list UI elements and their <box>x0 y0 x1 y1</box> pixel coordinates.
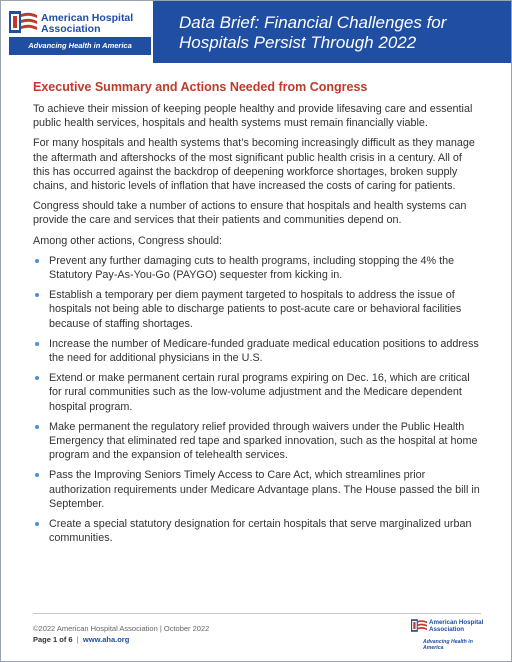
actions-list <box>33 254 481 546</box>
footer-logo-name-line2: Association <box>429 626 465 633</box>
aha-logo <box>1 1 153 63</box>
footer-aha-logo <box>409 617 489 651</box>
page-number: Page 1 of 6 <box>33 635 73 644</box>
bullet-icon <box>35 473 39 477</box>
paragraph: Among other actions, Congress should: <box>33 234 223 247</box>
list-item <box>33 337 481 365</box>
bullet-icon <box>35 293 39 297</box>
footer-logo-tagline: Advancing Health in America <box>423 639 473 651</box>
footer-text <box>33 623 209 645</box>
logo-name-line1: American Hospital <box>41 12 134 24</box>
logo-name <box>41 13 133 35</box>
logo-name-line2: Association <box>41 23 101 35</box>
footer-divider <box>33 613 481 614</box>
bullet-icon <box>35 259 39 263</box>
list-item-text: Create a special statutory designation for certain hospitals that serve marginalized urban communities. <box>49 518 472 545</box>
section-title: Executive Summary and Actions Needed from Congress <box>33 80 368 94</box>
list-item-text: Extend or make permanent certain rural programs expiring on Dec. 16, which are critical for rural communities such as the low-volume adjustment and the Medicare dependent hospital program. <box>49 372 470 413</box>
paragraph: For many hospitals and health systems that’s becoming increasingly difficult as they manage the aftermath and aftershocks of the most significant public health crisis in a century. All of this has occurred against the backdrop of deepening workforce shortages, broken supply chains, and historic levels of inflation that have increased the costs of caring for patients. <box>33 137 475 193</box>
footer-separator: | <box>72 635 83 644</box>
bullet-icon <box>35 376 39 380</box>
list-item-text: Make permanent the regulatory relief provided through waivers under the Public Health Emergency that eliminated red tape and sparked innovation, such as the hospital at home program and the expansion of telehealth services. <box>49 420 478 462</box>
list-item <box>33 371 481 414</box>
list-item-text: Establish a temporary per diem payment targeted to hospitals to address the issue of hospitals not being able to discharge patients to post-acute care or behavioral facilities because of staffing shortages. <box>49 289 462 330</box>
footer-copyright: ©2022 American Hospital Association | October 2022 <box>33 624 210 633</box>
footer-logo-name-line1: American Hospital <box>429 619 484 626</box>
list-item <box>33 468 481 511</box>
paragraph: To achieve their mission of keeping people healthy and provide lifesaving care and essential public health services, hospitals and health systems must remain financially viable. <box>33 103 473 130</box>
list-item <box>33 517 481 545</box>
aha-flag-icon <box>411 619 427 632</box>
list-item-text: Prevent any further damaging cuts to health programs, including stopping the 4% the Statutory Pay-As-You-Go (PAYGO) sequester from kicking in. <box>49 254 455 282</box>
header-banner <box>1 1 511 63</box>
aha-flag-icon <box>9 11 37 33</box>
list-item <box>33 254 481 282</box>
list-item-text: Increase the number of Medicare-funded graduate medical education positions to address the need for additional physicians in the U.S. <box>49 337 479 365</box>
footer-logo-name <box>429 619 483 633</box>
logo-tagline: Advancing Health in America <box>9 37 151 55</box>
bullet-icon <box>35 425 39 429</box>
main-content <box>33 79 481 551</box>
paragraph: Congress should take a number of actions to ensure that hospitals and health systems can provide the care and services that their patients and communities depend on. <box>33 200 467 227</box>
list-item <box>33 288 481 331</box>
footer-website-link[interactable]: www.aha.org <box>82 635 130 644</box>
document-title: Data Brief: Financial Challenges for Hospitals Persist Through 2022 <box>179 13 447 52</box>
list-item-text: Pass the Improving Seniors Timely Access to Care Act, which streamlines prior authorization requirements under Medicare Advantage plans. The House passed the bill in September. <box>49 469 480 510</box>
bullet-icon <box>35 522 39 526</box>
list-item <box>33 420 481 463</box>
footer-page-info <box>33 634 209 645</box>
bullet-icon <box>35 342 39 346</box>
